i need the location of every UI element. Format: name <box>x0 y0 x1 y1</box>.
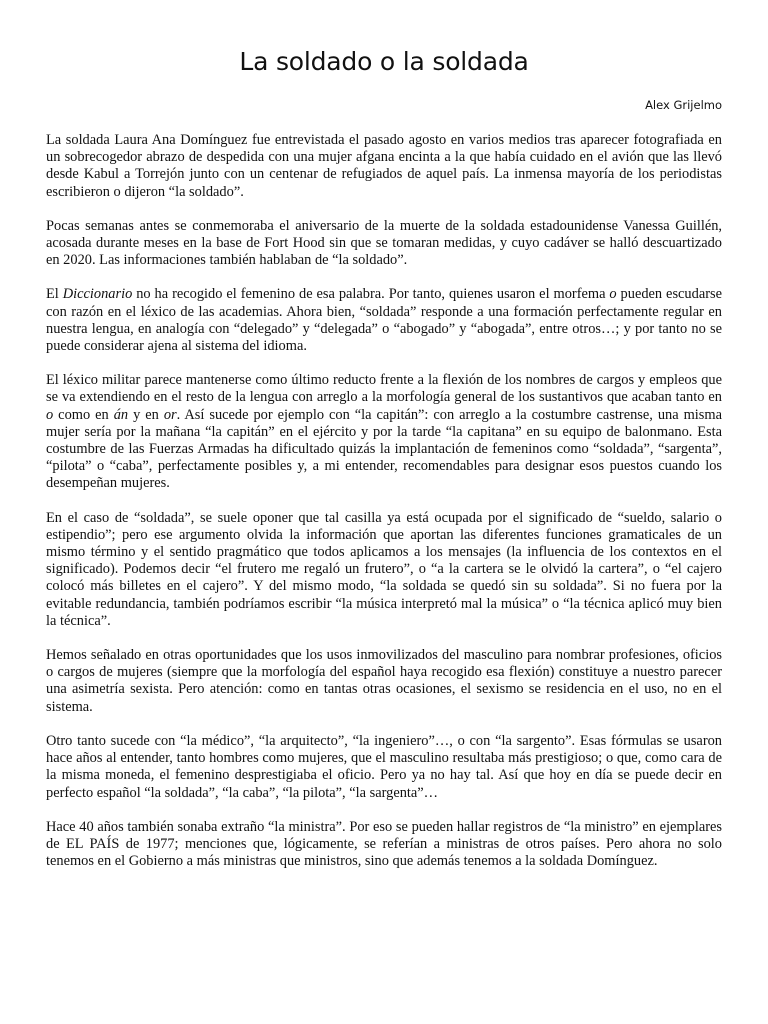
article-body <box>46 132 722 870</box>
article-paragraph <box>46 286 722 355</box>
italic-text: án <box>113 406 129 423</box>
article-title: La soldado o la soldada <box>239 47 529 76</box>
article-paragraph <box>46 510 722 630</box>
article-paragraph <box>46 733 722 802</box>
italic-text: o <box>46 406 54 423</box>
italic-text: Diccionario <box>62 286 133 303</box>
italic-text: or <box>163 406 177 423</box>
paragraph-text: Pocas semanas antes se conmemoraba el aniversario de la muerte de la soldada estadounidense Vanessa Guillén, acosada durante meses en la base de Fort Hood sin que se tomaran medidas, y cuyo cadáver se halló descuartizado en 2020. Las informaciones también hablaban de “la soldado”. <box>46 217 722 269</box>
document-page <box>46 40 722 887</box>
paragraph-text: Otro tanto sucede con “la médico”, “la arquitecto”, “la ingeniero”…, o con “la sargento”. Esas fórmulas se usaron hace años al entender, tanto hombres como mujeres, que el masculino resultaba más prestigioso; o que, como cara de la misma moneda, el femenino desprestigiaba el oficio. Pero ya no hay tal. Así que hoy en día se puede decir en perfecto español “la soldada”, “la caba”, “la pilota”, “la sargenta”… <box>46 732 722 801</box>
italic-text: o <box>609 286 617 303</box>
paragraph-text: Hace 40 años también sonaba extraño “la ministra”. Por eso se pueden hallar registros de “la ministro” en ejemplares de EL PAÍS de 1977; menciones que, lógicamente, se referían a ministras de otros países. Pero ahora no solo tenemos en el Gobierno a más ministras que ministros, sino que además tenemos a la soldada Domínguez. <box>46 818 722 870</box>
article-paragraph <box>46 132 722 201</box>
paragraph-text: . Así sucede por ejemplo con “la capitán”: con arreglo a la costumbre castrense, una misma mujer sería por la mañana “la capitán” en el ejército y por la tarde “la capitana” en su equipo de balonmano. Esta costumbre de las Fuerzas Armadas ha dificultado quizás la implantación de femeninos como “soldada”, “sargenta”, “pilota” o “caba”, perfectamente posibles y, a mi entender, recomendables para designar esos puestos cuando los desempeñan mujeres. <box>46 406 722 492</box>
paragraph-text: como en <box>53 406 114 423</box>
paragraph-text: pueden escudarse con razón en el léxico de las academias. Ahora bien, “soldada” responde a una formación perfectamente regular en nuestra lengua, en analogía con “delegado” y “delegada” o “abogado” y “abogada”, entre otros…; y por tanto no se puede considerar ajena al sistema del idioma. <box>46 286 722 355</box>
article-author: Alex Grijelmo <box>645 98 722 112</box>
paragraph-text: Hemos señalado en otras oportunidades que los usos inmovilizados del masculino para nombrar profesiones, oficios o cargos de mujeres (siempre que la morfología del español haya recogido esa flexión) constituye a nuestro parecer una asimetría sexista. Pero atención: como en tantas otras ocasiones, el sexismo se residencia en el uso, no en el sistema. <box>46 647 722 715</box>
paragraph-text: El <box>46 286 63 303</box>
paragraph-text: En el caso de “soldada”, se suele oponer que tal casilla ya está ocupada por el significado de “sueldo, salario o estipendio”; pero ese argumento olvida la información que aportan las diferentes funciones gramaticales de un mismo término y el sentido pragmático que todos aplicamos a los mensajes (la influencia de los contextos en el significado). Podemos decir “el frutero me regaló un frutero”, o “a la cartera se le olvidó la cartera”, o “el cajero colocó más billetes en el cajero”. Y del mismo modo, “la soldada se quedó sin su soldada”. Si no fuera por la evitable redundancia, también podríamos escribir “la música interpretó mal la música” o “la técnica aplicó muy bien la técnica”. <box>46 509 722 629</box>
article-paragraph <box>46 218 722 270</box>
paragraph-text: El léxico militar parece mantenerse como último reducto frente a la flexión de los nombres de cargos y empleos que se va extendiendo en el resto de la lengua con arreglo a la morfología general de los sustantivos que acaban tanto en <box>46 372 722 406</box>
article-paragraph <box>46 372 722 492</box>
paragraph-text: y en <box>128 406 164 423</box>
paragraph-text: no ha recogido el femenino de esa palabra. Por tanto, quienes usaron el morfema <box>132 286 610 303</box>
article-paragraph <box>46 647 722 716</box>
article-paragraph <box>46 819 722 871</box>
paragraph-text: La soldada Laura Ana Domínguez fue entrevistada el pasado agosto en varios medios tras aparecer fotografiada en un sobrecogedor abrazo de despedida con una mujer afgana encinta a la que había cuidado en el avión que las llevó desde Kabul a Torrejón junto con un centenar de refugiados de aquel país. La inmensa mayoría de los periodistas escribieron o dijeron “la soldado”. <box>46 132 722 200</box>
